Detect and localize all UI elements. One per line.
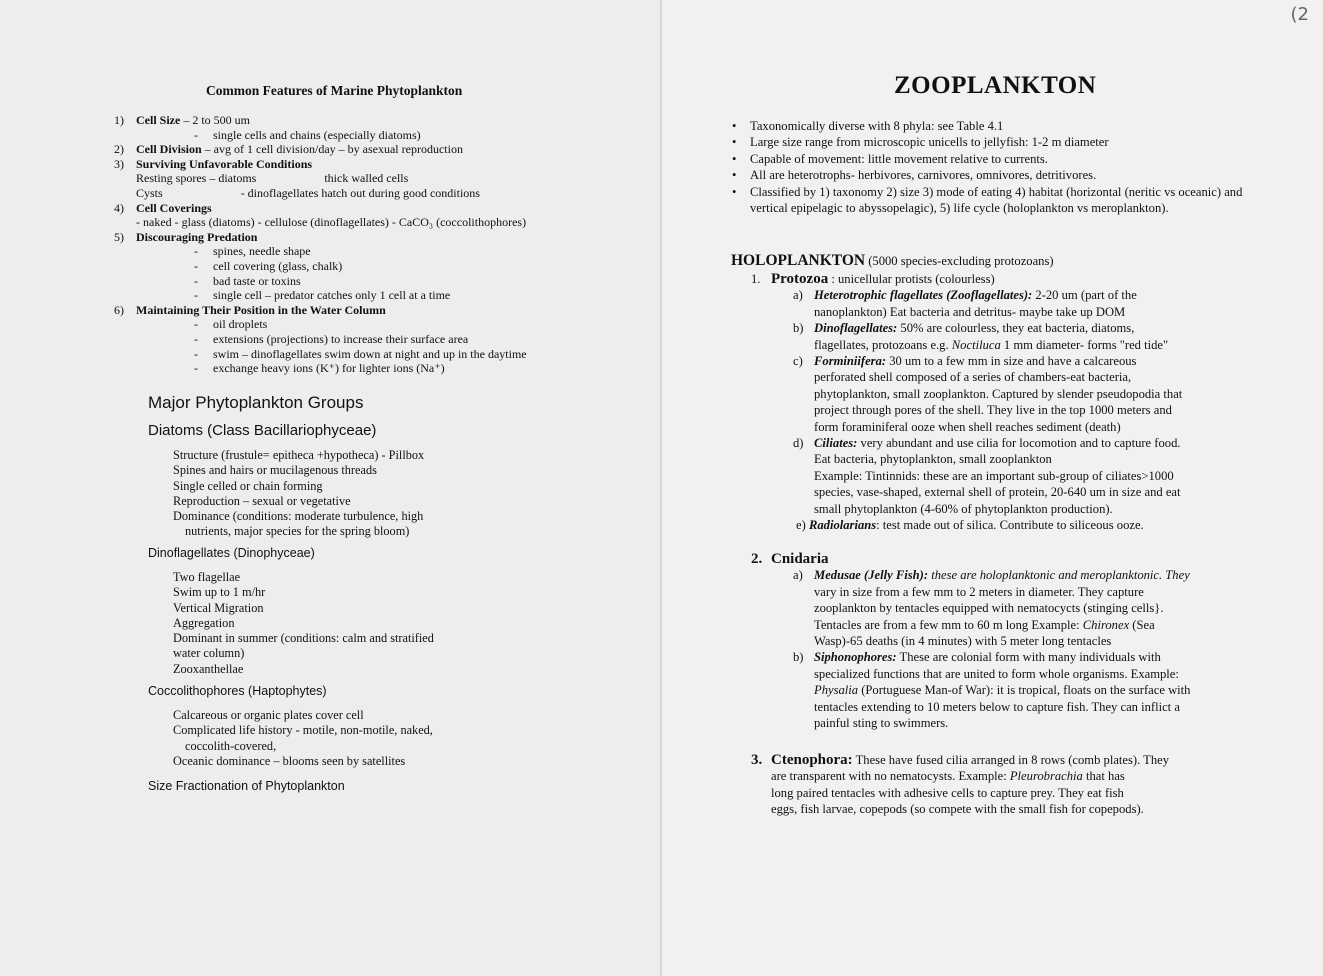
feature-predation: 5) Discouraging Predation [114,229,258,244]
corner-mark: (2 [1290,4,1309,25]
bullet-item: • Large size range from microscopic unicells to jellyfish: 1-2 m diameter [732,135,1109,150]
dino-list: Two flagellae Swim up to 1 m/hr Vertical Migration Aggregation Dominant in summer (conditions: calm and stratified water column) Zooxanthellae [173,570,434,676]
feature-cell-size: 1) Cell Size – 2 to 500 um [114,113,250,127]
protozoa-item-e: e) Radiolarians: test made out of silica. Contribute to siliceous ooze. [796,518,1144,533]
protozoa-section: 1. Protozoa : unicellular protists (colourless) a) Heterotrophic flagellates (Zooflagellates): 2-20 um (part of the nanoplankton) Eat bacteria and detritus- maybe take up DOM b) Dinoflagellates: 50% are colourless, they eat bacteria, diatoms, flagellates, protozoans e.g. Noctiluca 1 mm diameter- forms "red tide" c) Forminiifera: 30 um to a few mm in size and have a calcareous perforated shell composed of a series of chambers-eat bacteria, phytoplankton, small zooplankton. Captured by slender pseudopodia that project through pores of the shell. They live in the top 1000 meters and form foraminiferal ooze when shell reaches sediment (death) d) Ciliates: very abundant and use cilia for locomotion and to capture food. Eat bacteria, phytoplankton, small zooplankton Example: Tintinnids: these are an important sub-group of ciliates>1000 species, vase-shaped, external shell of protein, 20-640 um in size and eat small phytoplankton (4-60% of phytoplankton production). e) Radiolarians: test made out of silica. Contribute to siliceous ooze. [751,271,1251,534]
size-fraction-heading: Size Fractionation of Phytoplankton [148,779,345,793]
protozoa-item-d: d) Ciliates: very abundant and use cilia for locomotion and to capture food. [793,436,1181,451]
left-page [0,0,661,976]
bullet-item: • Classified by 1) taxonomy 2) size 3) mode of eating 4) habitat (horizontal (neritic vs oceanic) and vertical epipelagic to abyssopelagic), 5) life cycle (holoplankton vs meroplankton). [732,184,1243,216]
diatoms-list: Structure (frustule= epitheca +hypotheca) - Pillbox Spines and hairs or mucilagenous threads Single celled or chain forming Reproduction – sexual or vegetative Dominance (conditions: moderate turbulence, high nutrients, major species for the spring bloom) [173,448,425,539]
ctenophora-section: 3. Ctenophora: These have fused cilia arranged in 8 rows (comb plates). They are transparent with no nematocysts. Example: Pleurobrachia that has long paired tentacles with adhesive cells to capture prey. They eat fish eggs, fish larvae, copepods (so compete with the small fish for copepods). [751,752,1170,817]
cocco-heading: Coccolithophores (Haptophytes) [148,684,327,698]
feature-surviving: 3) Surviving Unfavorable Conditions [114,156,313,171]
dino-heading: Dinoflagellates (Dinophyceae) [148,546,315,560]
phyto-features-title: Common Features of Marine Phytoplankton [206,83,463,98]
zooplankton-bullets [732,118,1252,216]
protozoa-item-a: a) Heterotrophic flagellates (Zooflagellates): 2-20 um (part of the [793,288,1137,303]
bullet-item: • Capable of movement: little movement relative to currents. [732,151,1048,166]
cnidaria-section: 2. Cnidaria a) Medusae (Jelly Fish): these are holoplanktonic and meroplanktonic. They vary in size from a few mm to 2 meters in diameter. They capture zooplankton by tentacles equipped with nematocycts (stinging cells}. Tentacles are from a few mm to 60 m long Example: Chironex (Sea Wasp)-65 deaths (in 4 minutes) with 5 meter long tentacles b) Siphonophores: These are colonial form with many individuals with specialized functions that are united to form whole organisms. Example: Physalia (Portuguese Man-of War): it is tropical, floats on the surface with tentacles extending to 10 meters below to capture fish. They can inflict a painful sting to swimmers. [751,551,1251,731]
features-list: 1) Cell Size – 2 to 500 um - single cells and chains (especially diatoms) 2) Cell Division – avg of 1 cell division/day – by asexual reproduction 3) Surviving Unfavorable Conditions Resting spores – diatoms thick walled cells Cysts - dinoflagellates hatch out during good conditions 4) Cell Coverings - naked - glass (diatoms) - cellulose (dinoflagellates) - CaCO₃ (coccolithophores) 5) Discouraging Predation - spines, needle shape - cell covering (glass, chalk) - bad taste or toxins - single cell – predator catches only 1 cell at a time 6) Maintaining Their Position in the Water Column - oil droplets - extensions (projections) to increase their surface area - swim – dinoflagellates swim down at night and up in the daytime - exchange heavy ions (K⁺) for lighter ions (Na⁺) [114,113,634,376]
zooplankton-title: ZOOPLANKTON [894,72,1097,99]
cocco-list: Calcareous or organic plates cover cell Complicated life history - motile, non-motile, naked, coccolith-covered, Oceanic dominance – blooms seen by satellites [173,708,433,768]
holoplankton-heading: HOLOPLANKTON (5000 species-excluding protozoans) [731,252,1054,269]
bullet-item: • All are heterotrophs- herbivores, carnivores, omnivores, detritivores. [732,168,1097,183]
cnidaria-item-b: b) Siphonophores: These are colonial form with many individuals with [793,650,1161,665]
protozoa-item-c: c) Forminiifera: 30 um to a few mm in size and have a calcareous [793,354,1137,369]
bullet-item: • Taxonomically diverse with 8 phyla: see Table 4.1 [732,119,1004,133]
feature-cell-division: 2) Cell Division – avg of 1 cell division/day – by asexual reproduction [114,142,463,157]
major-groups-heading: Major Phytoplankton Groups [148,393,364,412]
protozoa-item-b: b) Dinoflagellates: 50% are colourless, they eat bacteria, diatoms, [793,321,1135,336]
cnidaria-item-a: a) Medusae (Jelly Fish): these are holoplanktonic and meroplanktonic. They [793,568,1190,583]
diatoms-heading: Diatoms (Class Bacillariophyceae) [148,422,377,439]
feature-cell-coverings: 4) Cell Coverings [114,200,212,215]
feature-position: 6) Maintaining Their Position in the Water Column [114,302,386,317]
